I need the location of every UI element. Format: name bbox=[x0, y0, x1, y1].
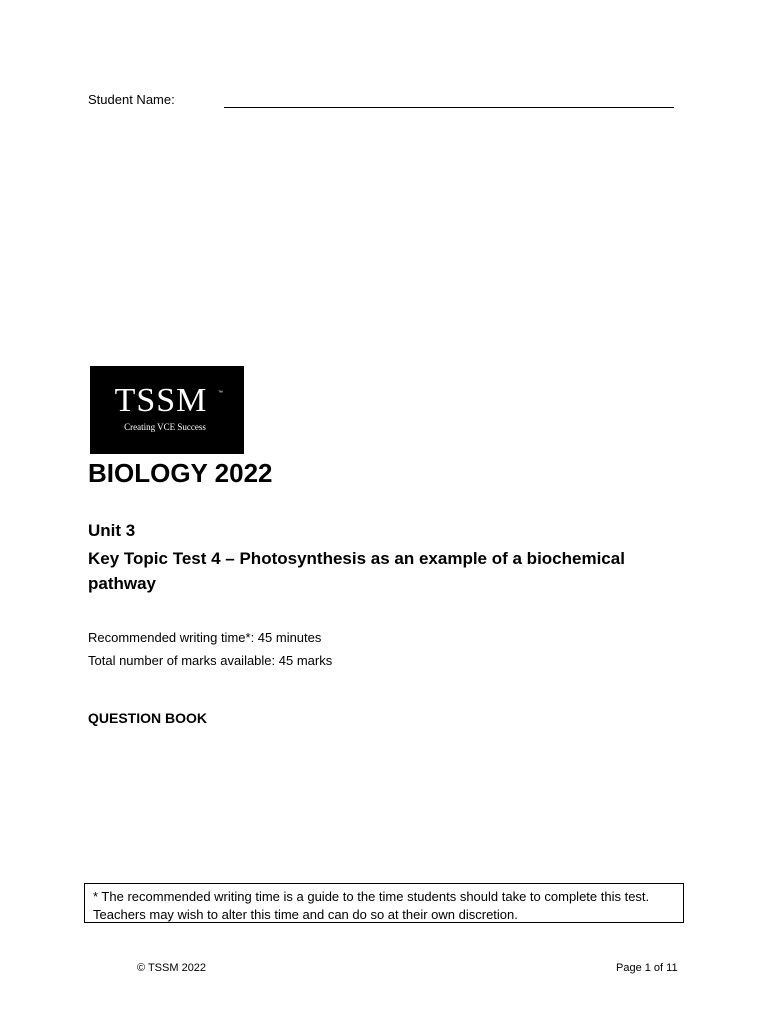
document-title: BIOLOGY 2022 bbox=[88, 458, 273, 488]
topic-heading: Key Topic Test 4 – Photosynthesis as an example of a biochemical pathway bbox=[88, 549, 625, 593]
tssm-logo bbox=[90, 366, 244, 454]
total-marks: Total number of marks available: 45 marks bbox=[88, 653, 333, 668]
logo-wordmark: TSSM bbox=[114, 382, 208, 419]
question-book-label: QUESTION BOOK bbox=[88, 710, 208, 726]
student-name-line bbox=[224, 107, 674, 108]
footer-copyright: © TSSM 2022 bbox=[137, 962, 207, 974]
logo-tagline: Creating VCE Success bbox=[124, 422, 206, 432]
unit-heading: Unit 3 bbox=[88, 521, 136, 540]
writing-time: Recommended writing time*: 45 minutes bbox=[88, 630, 322, 645]
footer-page-number: Page 1 of 11 bbox=[616, 962, 678, 974]
writing-time-note: * The recommended writing time is a guide to the time students should take to complete this test. Teachers may wish to alter this time and can do so at their own discretion. bbox=[84, 883, 684, 923]
student-name-label: Student Name: bbox=[88, 92, 175, 107]
logo-trademark: ™ bbox=[218, 390, 223, 396]
